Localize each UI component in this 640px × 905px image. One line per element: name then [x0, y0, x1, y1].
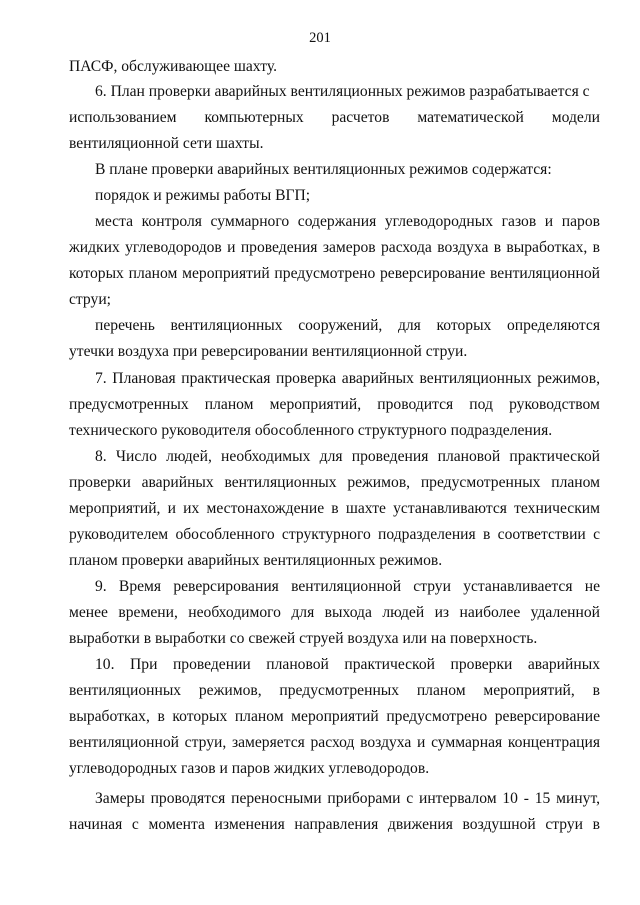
word: модели [551, 109, 600, 126]
text-line: 10. При проведении плановой практической проверки аварийных [95, 656, 600, 673]
text-line [69, 681, 600, 701]
text-line: технического руководителя обособленного структурного подразделения. [69, 422, 553, 439]
word: планом [204, 396, 254, 413]
text-line: 7. Плановая практическая проверка аварийных вентиляционных режимов, [95, 370, 600, 387]
text-line: Замеры проводятся переносными приборами с интервалом 10 - 15 минут, [95, 790, 600, 807]
word: компьютерных [204, 109, 304, 126]
word: руководством [509, 396, 600, 413]
word: проводится [377, 396, 454, 413]
text-line: места контроля суммарного содержания углеводородных газов и паров [95, 213, 600, 230]
text-line: ПАСФ, обслуживающее шахту. [69, 58, 277, 75]
word: предусмотренных [69, 396, 189, 413]
word: под [469, 396, 493, 413]
text-line: выработки в выработки со свежей струей воздуха или на поверхность. [69, 630, 538, 647]
text-line: струи; [69, 291, 111, 308]
text-line: В плане проверки аварийных вентиляционных режимов содержатся: [95, 161, 552, 178]
word: в [592, 682, 600, 699]
text-line: проверки аварийных вентиляционных режимов, предусмотренных планом [69, 474, 600, 491]
text-line: углеводородных газов и паров жидких углеводородов. [69, 760, 430, 777]
word: вентиляционных [69, 682, 182, 699]
text-line: руководителем обособленного структурного подразделения в соответствии с [69, 526, 600, 543]
text-line [69, 395, 600, 415]
text-line: начиная с момента изменения направления движения воздушной струи в [69, 816, 600, 833]
text-line: мероприятий, и их местонахождение в шахте устанавливаются техническим [69, 500, 600, 517]
text-line: менее времени, необходимого для выхода людей из наиболее удаленной [69, 604, 600, 621]
text-line: утечки воздуха при реверсировании вентиляционной струи. [69, 343, 468, 360]
word: планом [416, 682, 466, 699]
word: расчетов [331, 109, 390, 126]
word: мероприятий, [483, 682, 575, 699]
word: математической [417, 109, 524, 126]
text-line: выработках, в которых планом мероприятий предусмотрено реверсирование [69, 708, 600, 725]
word: использованием [69, 109, 177, 126]
text-line: вентиляционной сети шахты. [69, 135, 264, 152]
text-line: вентиляционной струи, замеряется расход воздуха и суммарная концентрация [69, 734, 600, 751]
text-line: перечень вентиляционных сооружений, для которых определяются [95, 317, 600, 334]
text-line: порядок и режимы работы ВГП; [95, 187, 311, 204]
text-line: планом проверки аварийных вентиляционных режимов. [69, 552, 443, 569]
word: режимов, [198, 682, 262, 699]
page-number: 201 [309, 30, 331, 46]
text-line: которых планом мероприятий предусмотрено реверсирование вентиляционной [69, 265, 600, 282]
text-line [69, 108, 600, 128]
text-line: 6. План проверки аварийных вентиляционных режимов разрабатывается с [95, 83, 590, 100]
word: мероприятий, [269, 396, 362, 413]
text-line: жидких углеводородов и проведения замеров расхода воздуха в выработках, в [69, 239, 600, 256]
word: предусмотренных [279, 682, 400, 699]
text-line: 9. Время реверсирования вентиляционной струи устанавливается не [95, 578, 600, 595]
text-line: 8. Число людей, необходимых для проведения плановой практической [95, 448, 600, 465]
